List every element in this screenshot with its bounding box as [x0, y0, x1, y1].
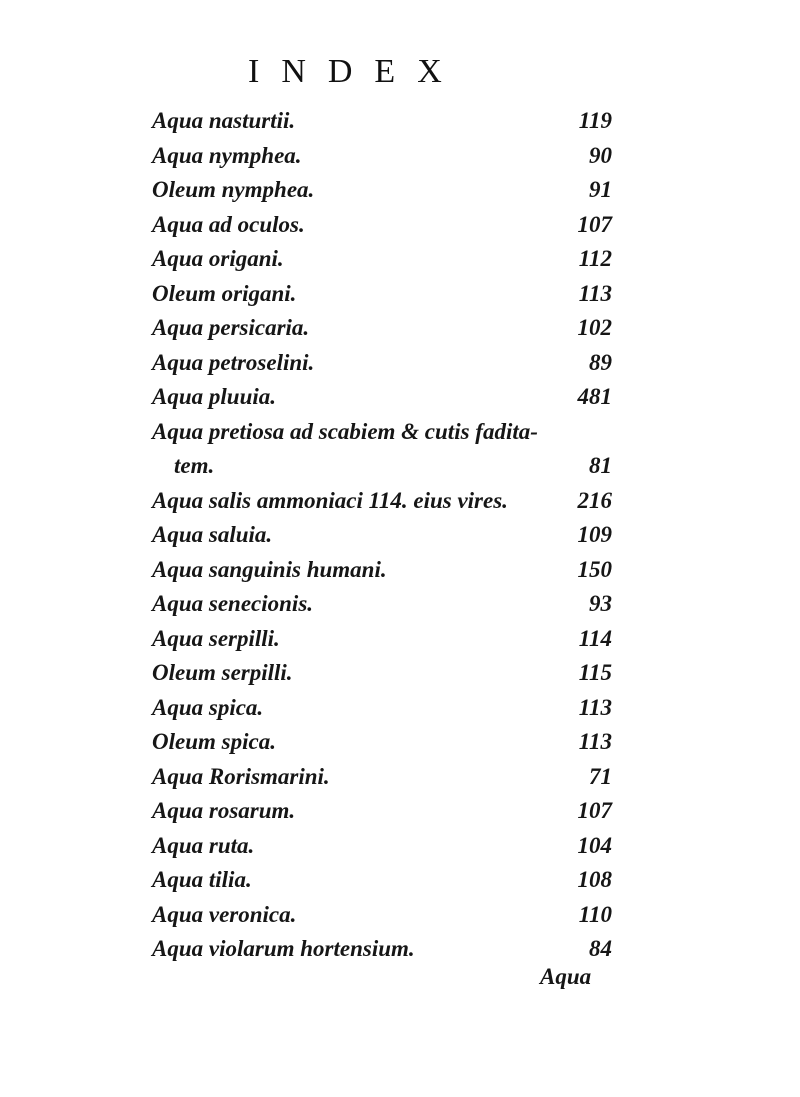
index-entry: [152, 484, 622, 519]
entry-label: Aqua ad oculos.: [152, 211, 305, 237]
entry-label: Aqua saluia.: [152, 522, 273, 547]
index-entry: [152, 242, 622, 277]
index-entry: [152, 691, 622, 726]
entry-label: Aqua petroselini.: [152, 349, 315, 375]
index-entry: [152, 656, 622, 691]
entry-page-number: 107: [577, 798, 612, 823]
entry-label: Oleum origani.: [152, 280, 297, 306]
index-entry: [152, 173, 622, 208]
entry-label: Aqua persicaria.: [152, 315, 310, 340]
index-entry: [152, 311, 622, 346]
entry-page-number: 110: [578, 901, 612, 927]
index-entries: [152, 104, 622, 967]
index-entry: [152, 380, 622, 415]
index-entry: [152, 898, 622, 933]
entry-page-number: 216: [577, 487, 612, 513]
index-entry: [152, 587, 622, 622]
entry-page-number: 107: [577, 211, 612, 237]
entry-label: Aqua pluuia.: [152, 384, 276, 409]
entry-page-number: 102: [577, 315, 612, 340]
entry-page-number: 109: [577, 522, 612, 547]
entry-page-number: 113: [578, 729, 612, 754]
entry-label: Aqua sanguinis humani.: [152, 556, 387, 582]
entry-page-number: 112: [578, 246, 612, 271]
entry-page-number: 119: [578, 108, 612, 133]
index-entry: [152, 277, 622, 312]
entry-page-number: 113: [578, 280, 612, 306]
entry-label: Aqua ruta.: [152, 832, 255, 858]
index-entry: [152, 760, 622, 795]
index-entry: [152, 346, 622, 381]
entry-page-number: 113: [578, 694, 612, 720]
entry-page-number: 81: [589, 453, 612, 478]
index-entry: [152, 208, 622, 243]
entry-label: tem.: [174, 453, 215, 478]
index-entry-continuation: [152, 449, 622, 484]
entry-label: Aqua violarum hortensium.: [152, 936, 415, 961]
entry-label: Aqua pretiosa ad scabiem & cutis fadita-: [152, 418, 538, 444]
index-entry: [152, 415, 622, 450]
running-head: INDEX: [248, 53, 464, 90]
entry-page-number: 150: [577, 556, 612, 582]
index-entry: [152, 622, 622, 657]
entry-page-number: 93: [589, 591, 612, 616]
entry-label: Aqua Rorismarini.: [152, 763, 330, 789]
entry-page-number: 115: [578, 660, 612, 685]
entry-page-number: 89: [589, 349, 612, 375]
entry-page-number: 71: [589, 763, 612, 789]
entry-page-number: 108: [577, 867, 612, 892]
entry-label: Aqua senecionis.: [152, 591, 314, 616]
entry-page-number: 84: [589, 936, 612, 961]
index-entry: [152, 725, 622, 760]
entry-page-number: 114: [578, 625, 612, 651]
entry-page-number: 91: [589, 177, 612, 202]
entry-label: Oleum nymphea.: [152, 177, 315, 202]
entry-label: Aqua salis ammoniaci 114. eius vires.: [152, 487, 508, 513]
index-entry: [152, 553, 622, 588]
entry-label: Aqua tilia.: [152, 867, 252, 892]
entry-label: Oleum serpilli.: [152, 660, 293, 685]
index-entry: [152, 863, 622, 898]
index-entry: [152, 829, 622, 864]
entry-page-number: 90: [589, 142, 612, 168]
index-entry: [152, 104, 622, 139]
entry-label: Aqua veronica.: [152, 901, 297, 927]
catchword: Aqua: [540, 964, 592, 989]
entry-label: Aqua spica.: [152, 694, 264, 720]
entry-page-number: 104: [577, 832, 612, 858]
index-entry: [152, 518, 622, 553]
entry-page-number: 481: [577, 384, 612, 409]
index-entry: [152, 794, 622, 829]
entry-label: Aqua origani.: [152, 246, 284, 271]
entry-label: Aqua nymphea.: [152, 142, 302, 168]
entry-label: Oleum spica.: [152, 729, 276, 754]
entry-label: Aqua nasturtii.: [152, 108, 296, 133]
entry-label: Aqua rosarum.: [152, 798, 296, 823]
entry-label: Aqua serpilli.: [152, 625, 280, 651]
index-entry: [152, 139, 622, 174]
